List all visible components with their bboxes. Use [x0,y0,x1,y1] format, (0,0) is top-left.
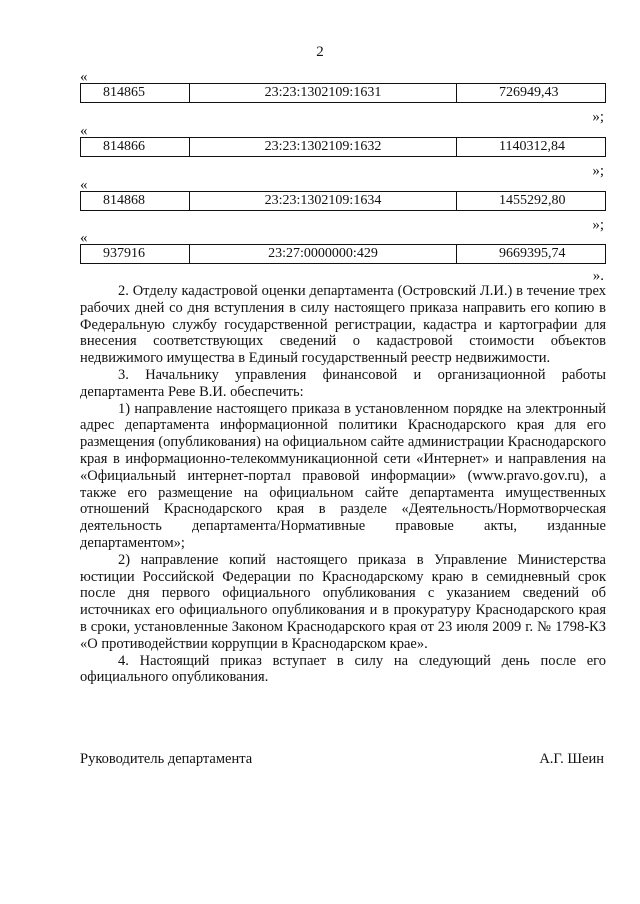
table-row [80,191,606,211]
open-quote: « [80,177,88,193]
row-value: 9669395,74 [457,245,606,264]
row-id: 937916 [81,245,190,264]
paragraph-3-1: 1) направление настоящего приказа в установленном порядке на электронный адрес департамента информационной политики Краснодарского края для его размещения (опубликования) на официальном сайте администрации Краснодарского края в информационно-телекоммуникационной сети «Интернет» и направления на «Официальный интернет-портал правовой информации» (www.pravo.gov.ru), а также его размещение на официальном сайте департамента имущественных отношений Краснодарского края в разделе «Деятельность/Нормотворческая деятельность департамента/Нормативные правовые акты, изданные департаментом»; [80,400,606,551]
open-quote: « [80,230,88,246]
close-quote: »; [592,163,604,179]
page-number: 2 [316,44,324,60]
body-text [80,283,606,686]
row-value: 1455292,80 [457,192,606,211]
signature-position: Руководитель департамента [80,751,253,767]
row-cadastral-number: 23:23:1302109:1634 [190,192,457,211]
paragraph-4: 4. Настоящий приказ вступает в силу на следующий день после его официального опубликования. [80,652,606,686]
row-cadastral-number: 23:27:0000000:429 [190,245,457,264]
close-quote: ». [592,268,604,284]
row-cadastral-number: 23:23:1302109:1631 [190,84,457,103]
paragraph-3-2: 2) направление копий настоящего приказа в Управление Министерства юстиции Российской Федерации по Краснодарскому краю в семидневный срок после дня первого официального опубликования с указанием сведений об источниках его официального опубликования и в прокуратуру Краснодарского края в сроки, установленные Законом Краснодарского края от 23 июля 2009 г. № 1798-КЗ «О противодействии коррупции в Краснодарском крае». [80,551,606,652]
open-quote: « [80,123,88,139]
close-quote: »; [592,217,604,233]
paragraph-2: 2. Отделу кадастровой оценки департамента (Островский Л.И.) в течение трех рабочих дней со дня вступления в силу настоящего приказа направить его копию в Федеральную службу государственной регистрации, кадастра и картографии для внесения соответствующих сведений о кадастровой стоимости объектов недвижимого имущества в Единый государственный реестр недвижимости. [80,283,606,367]
open-quote: « [80,69,88,85]
signature-name: А.Г. Шеин [539,751,604,767]
row-id: 814866 [81,138,190,157]
table-row [80,137,606,157]
paragraph-3: 3. Начальнику управления финансовой и организационной работы департамента Реве В.И. обеспечить: [80,366,606,400]
close-quote: »; [592,109,604,125]
row-id: 814865 [81,84,190,103]
table-row [80,83,606,103]
row-id: 814868 [81,192,190,211]
row-value: 726949,43 [457,84,606,103]
table-row [80,244,606,264]
row-value: 1140312,84 [457,138,606,157]
row-cadastral-number: 23:23:1302109:1632 [190,138,457,157]
